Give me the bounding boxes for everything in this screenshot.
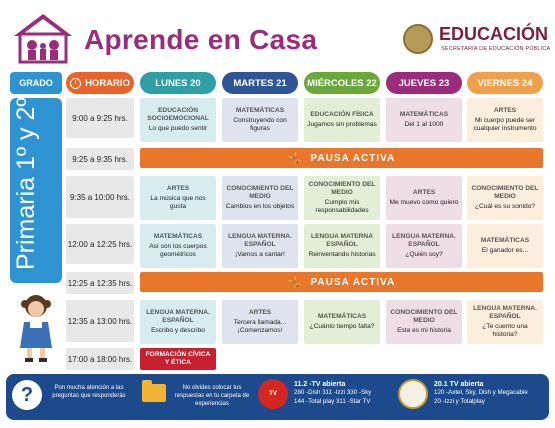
time-slot-4: 12:00 a 12:25 hrs. [66, 224, 134, 264]
pause-bar [140, 148, 543, 168]
exercise-icon: 🤸 [287, 152, 303, 165]
class-topic: Del 1 al 1000 [404, 121, 444, 128]
class-subject: CONOCIMIENTO DEL MEDIO [471, 184, 539, 200]
clock-icon [70, 78, 81, 89]
class-topic: Esta es mi historia [397, 327, 451, 335]
header-day-friday: VIERNES 24 [467, 72, 543, 94]
channel-11-info [294, 380, 371, 406]
time-slot-7: 17:00 a 18:00 hrs. [66, 348, 134, 370]
class-subject: LENGUA MATERNA. ESPAÑOL [473, 304, 537, 320]
time-slot-1: 9:00 a 9:25 hrs. [66, 98, 134, 138]
brand-subtitle: SECRETARÍA DE EDUCACIÓN PÚBLICA [441, 46, 551, 52]
class-topic: Escribo y describo [151, 327, 205, 335]
class-cell[interactable] [304, 98, 380, 142]
brand-name: EDUCACIÓN [439, 24, 549, 44]
class-subject: MATEMÁTICAS [153, 232, 203, 240]
class-topic: ¿Te cuento una historia? [482, 323, 528, 339]
class-subject: FORMACIÓN CÍVICA Y ÉTICA [145, 350, 211, 366]
class-cell[interactable] [222, 300, 298, 344]
class-cell[interactable] [467, 176, 543, 220]
grade-label: Primaria 1º y 2º [12, 97, 40, 270]
header-day-wednesday: MIÉRCOLES 22 [304, 72, 380, 94]
class-subject: EDUCACIÓN FÍSICA [310, 110, 374, 118]
channel-20-line2: 20 -Izzi y Totalplay [434, 397, 485, 405]
class-subject: CONOCIMIENTO DEL MEDIO [308, 180, 376, 196]
canal-20-logo [398, 379, 428, 409]
class-subject: ARTES [166, 184, 190, 192]
class-cell[interactable] [467, 224, 543, 268]
class-topic: Jugamos sin problemas [307, 121, 377, 128]
class-cell[interactable] [304, 300, 380, 344]
class-topic: Así son los cuerpos geométricos [149, 242, 207, 259]
class-subject: MATEMÁTICAS [480, 236, 530, 244]
class-subject: MATEMÁTICAS [399, 110, 449, 118]
class-cell[interactable] [467, 98, 543, 142]
class-cell[interactable] [386, 224, 462, 268]
channel-20-line1: 120 -Axtel, Sky, Dish y Megacable [434, 389, 528, 397]
class-topic: Cambios en los objetos [225, 203, 295, 211]
class-subject: ARTES [412, 188, 436, 196]
class-subject: CONOCIMIENTO DEL MEDIO [226, 184, 294, 200]
question-icon: ? [12, 380, 42, 410]
class-subject: ARTES [493, 106, 517, 114]
class-subject: CONOCIMIENTO DEL MEDIO [390, 308, 458, 324]
class-subject: EDUCACIÓN SOCIOEMOCIONAL [147, 106, 209, 122]
tip-folder: No olvides colocar tus respuestas en tu carpeta de experiencias [174, 385, 250, 407]
class-topic: La música que nos gusta [150, 194, 206, 211]
class-cell[interactable] [467, 300, 543, 344]
class-topic: El ganador es... [481, 247, 529, 254]
pause-bar [140, 272, 543, 292]
seal-icon [403, 24, 433, 54]
time-slot-3: 9:35 a 10:00 hrs. [66, 176, 134, 218]
class-subject: LENGUA MATERNA. ESPAÑOL [392, 232, 456, 248]
class-subject: MATEMÁTICAS [317, 312, 367, 320]
class-cell[interactable] [140, 300, 216, 344]
tip-questions: Pon mucha atención a las preguntas que responderás [52, 385, 126, 399]
header-day-tuesday: MARTES 21 [222, 72, 298, 94]
folder-icon [142, 384, 166, 402]
class-subject: ARTES [248, 308, 272, 316]
class-topic: ¿Cuál es su sonido? [474, 203, 536, 211]
class-cell-civica[interactable] [140, 348, 216, 370]
class-cell[interactable] [386, 300, 462, 344]
header-horario [66, 72, 134, 94]
class-topic: Mi cuerpo puede ser cualquier instrumento [473, 116, 537, 133]
header-day-monday: LUNES 20 [140, 72, 216, 94]
header-day-thursday: JUEVES 23 [386, 72, 462, 94]
class-topic: Tercera llamada... ¡Comenzamos! [233, 318, 287, 335]
class-cell[interactable] [386, 176, 462, 220]
class-subject: LENGUA MATERNA ESPAÑOL [311, 232, 373, 248]
channel-20-title: 20.1 TV abierta [434, 381, 484, 388]
class-subject: LENGUA MATERNA. ESPAÑOL [146, 308, 210, 324]
class-cell[interactable] [304, 224, 380, 268]
class-topic: ¿Quién soy? [405, 251, 443, 259]
page-title: Aprende en Casa [84, 24, 318, 55]
class-subject: MATEMÁTICAS [235, 106, 285, 114]
header-grado: GRADO [10, 72, 62, 94]
pause-label: PAUSA ACTIVA [310, 276, 396, 288]
class-topic: Me muevo como quiero [389, 199, 459, 206]
class-cell[interactable] [140, 176, 216, 220]
pause-label: PAUSA ACTIVA [310, 152, 396, 164]
class-topic: Construyendo con figuras [233, 116, 287, 133]
time-slot-2: 9:25 a 9:35 hrs. [66, 148, 134, 170]
class-cell[interactable] [140, 224, 216, 268]
class-topic: Lo que puedo sentir [148, 125, 208, 133]
class-cell[interactable] [222, 224, 298, 268]
class-cell[interactable] [222, 98, 298, 142]
class-topic: Reinventando historias [308, 251, 376, 259]
canal-once-logo: TV [258, 379, 288, 409]
time-slot-5: 12:25 a 12:35 hrs. [66, 272, 134, 294]
channel-20-info [434, 380, 528, 406]
channel-11-line1: 280 -Dish 311 -Izzi 330 -Sky [294, 389, 372, 397]
class-topic: Cumplo mis responsabilidades [315, 199, 369, 215]
exercise-icon: 🤸 [287, 276, 303, 289]
channel-11-line2: 144 -Total play 311 -Star TV [294, 397, 371, 405]
student-illustration [14, 292, 58, 364]
time-slot-6: 12:35 a 13:00 hrs. [66, 300, 134, 342]
header-horario-label: HORARIO [85, 77, 130, 89]
class-topic: ¿Cuánto tiempo falta? [309, 323, 375, 330]
sep-logo [403, 22, 551, 58]
class-cell[interactable] [386, 98, 462, 142]
class-subject: LENGUA MATERNA. ESPAÑOL [228, 232, 292, 248]
channel-11-title: 11.2 -TV abierta [294, 381, 346, 388]
class-cell[interactable] [304, 176, 380, 220]
class-cell[interactable] [140, 98, 216, 142]
class-topic: ¡Vamos a cantar! [235, 251, 285, 259]
class-cell[interactable] [222, 176, 298, 220]
aprende-en-casa-logo [12, 12, 74, 64]
